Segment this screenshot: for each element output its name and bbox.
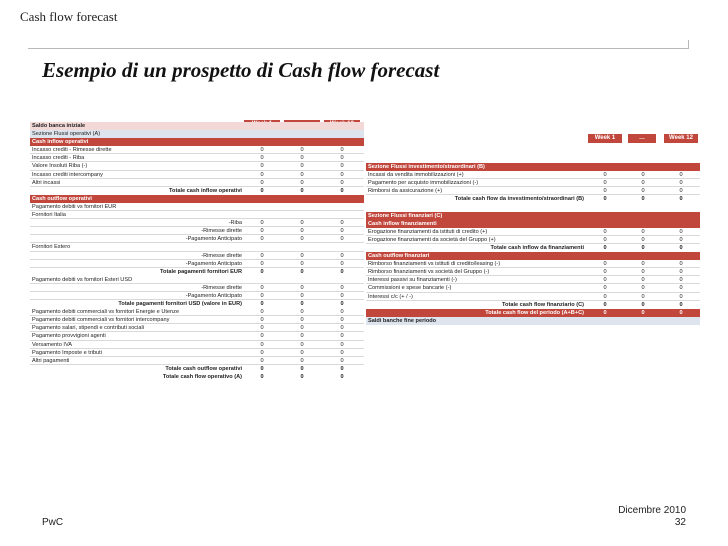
sheet-row	[30, 154, 364, 162]
row-label: Fornitori Estero	[32, 244, 71, 251]
row-value: 0	[260, 236, 264, 243]
right-week-header-3: Week 12	[664, 134, 698, 143]
row-value: 0	[679, 293, 683, 300]
sheet-row	[366, 212, 700, 220]
row-value: 0	[340, 325, 344, 332]
row-value: 0	[300, 341, 304, 348]
row-value: 0	[260, 187, 264, 194]
sheet-row	[366, 179, 700, 187]
row-label: Sezione Flussi finanziari (C)	[368, 212, 443, 219]
row-label: Totale cash inflow operativi	[169, 187, 242, 194]
row-value: 0	[603, 172, 607, 179]
row-label: -Pagamento Anticipato	[185, 236, 242, 243]
row-value: 0	[340, 284, 344, 291]
row-value: 0	[300, 325, 304, 332]
sheet-row	[30, 203, 364, 211]
row-value: 0	[340, 333, 344, 340]
row-value: 0	[300, 147, 304, 154]
row-label: Pagamento salari, stipendi e contributi sociali	[32, 325, 144, 332]
row-label: Pagamento per acquisto immobilizzazioni (-)	[368, 180, 479, 187]
row-value: 0	[340, 268, 344, 275]
row-value: 0	[603, 180, 607, 187]
row-label: -Rimesse dirette	[201, 284, 242, 291]
row-value: 0	[260, 155, 264, 162]
sheet-row	[30, 122, 364, 130]
row-value: 0	[641, 180, 645, 187]
row-value: 0	[340, 220, 344, 227]
row-value: 0	[679, 196, 683, 203]
row-value: 0	[340, 349, 344, 356]
sheet-row	[30, 284, 364, 292]
row-value: 0	[340, 236, 344, 243]
sheet-row	[30, 276, 364, 284]
row-label: Incasso crediti intercompany	[32, 171, 103, 178]
sheet-row	[366, 260, 700, 268]
row-label: Altri pagamenti	[32, 357, 70, 364]
row-value: 0	[641, 196, 645, 203]
row-value: 0	[603, 309, 607, 316]
row-value: 0	[300, 373, 304, 380]
row-value: 0	[340, 147, 344, 154]
row-label: Pagamento debiti vs fornitori Esteri USD	[32, 276, 133, 283]
row-value: 0	[641, 172, 645, 179]
sheet-row	[366, 220, 700, 228]
row-value: 0	[641, 228, 645, 235]
row-value: 0	[603, 196, 607, 203]
row-value: 0	[340, 163, 344, 170]
row-value: 0	[340, 373, 344, 380]
sheet-row	[30, 316, 364, 324]
row-value: 0	[679, 236, 683, 243]
row-value: 0	[641, 188, 645, 195]
row-label: Rimborso finanziamenti vs società del Gruppo (-)	[368, 269, 490, 276]
row-value: 0	[641, 301, 645, 308]
row-value: 0	[340, 301, 344, 308]
row-value: 0	[300, 187, 304, 194]
row-value: 0	[340, 341, 344, 348]
row-value: 0	[603, 228, 607, 235]
row-value: 0	[260, 341, 264, 348]
row-value: 0	[300, 252, 304, 259]
row-value: 0	[340, 155, 344, 162]
row-value: 0	[300, 179, 304, 186]
row-value: 0	[260, 171, 264, 178]
row-value: 0	[679, 301, 683, 308]
header-label: Cash flow forecast	[20, 9, 118, 24]
row-value: 0	[679, 188, 683, 195]
row-label: Totale cash flow finanziario (C)	[502, 301, 584, 308]
row-value: 0	[300, 349, 304, 356]
row-label: Totale cash flow del periodo (A+B+C)	[485, 309, 584, 316]
row-label: -Rimesse dirette	[201, 228, 242, 235]
sheet-row	[366, 284, 700, 292]
row-value: 0	[679, 261, 683, 268]
row-value: 0	[679, 180, 683, 187]
row-value: 0	[300, 155, 304, 162]
row-value: 0	[300, 317, 304, 324]
sheet-row	[30, 195, 364, 203]
row-label: Totale pagamenti fornitori USD (valore in EUR)	[118, 301, 242, 308]
sheet-row	[366, 228, 700, 236]
row-label: Erogazione finanziamenti da società del Gruppo (+)	[368, 236, 496, 243]
row-value: 0	[260, 317, 264, 324]
row-value: 0	[679, 285, 683, 292]
sheet-row	[366, 309, 700, 317]
sheet-row	[366, 195, 700, 203]
sheet-row	[30, 187, 364, 195]
row-value: 0	[603, 269, 607, 276]
row-value: 0	[300, 260, 304, 267]
sheet-row	[30, 357, 364, 365]
row-value: 0	[300, 292, 304, 299]
sheet-row	[30, 211, 364, 219]
row-value: 0	[260, 365, 264, 372]
row-label: Rimborso finanziamenti vs istituti di credito/leasing (-)	[368, 261, 501, 268]
row-label: Pagamento Imposte e tributi	[32, 349, 102, 356]
sheet-row	[30, 260, 364, 268]
sheet-row	[366, 301, 700, 309]
row-label: -Riba	[228, 220, 242, 227]
sheet-row	[30, 268, 364, 276]
row-value: 0	[603, 301, 607, 308]
row-value: 0	[641, 236, 645, 243]
slide-title: Esempio di un prospetto di Cash flow forecast	[42, 58, 440, 82]
row-value: 0	[679, 244, 683, 251]
sheet-row	[30, 138, 364, 146]
row-value: 0	[603, 188, 607, 195]
right-week-header-2: …	[628, 134, 656, 143]
row-value: 0	[260, 228, 264, 235]
row-value: 0	[260, 179, 264, 186]
row-label: Incasso crediti - Riba	[32, 155, 85, 162]
row-label: Interessi c/c (+ / -)	[368, 293, 413, 300]
sheet-row	[366, 203, 700, 211]
row-label: Interessi passivi su finanziamenti (-)	[368, 277, 457, 284]
row-value: 0	[260, 373, 264, 380]
header-divider-tick	[688, 40, 689, 49]
row-label: Cash inflow operativi	[32, 139, 89, 146]
sheet-row	[30, 341, 364, 349]
sheet-row	[366, 317, 700, 325]
row-value: 0	[260, 284, 264, 291]
row-label: Incassi da vendita immobilizzazioni (+)	[368, 172, 464, 179]
sheet-row	[366, 244, 700, 252]
sheet-row	[366, 236, 700, 244]
row-value: 0	[340, 228, 344, 235]
sheet-row	[30, 308, 364, 316]
footer-brand: PwC	[42, 517, 64, 528]
row-value: 0	[300, 220, 304, 227]
row-value: 0	[300, 365, 304, 372]
row-value: 0	[340, 357, 344, 364]
footer-page-number: 32	[674, 517, 686, 528]
row-value: 0	[300, 357, 304, 364]
row-value: 0	[603, 244, 607, 251]
sheet-row	[30, 146, 364, 154]
row-value: 0	[679, 269, 683, 276]
row-value: 0	[340, 317, 344, 324]
row-value: 0	[679, 277, 683, 284]
sheet-row	[30, 300, 364, 308]
sheet-row	[366, 252, 700, 260]
row-value: 0	[260, 292, 264, 299]
row-value: 0	[641, 285, 645, 292]
row-value: 0	[641, 277, 645, 284]
row-value: 0	[300, 268, 304, 275]
row-value: 0	[641, 269, 645, 276]
row-value: 0	[260, 163, 264, 170]
row-value: 0	[260, 301, 264, 308]
row-label: Valore Insoluti Riba (-)	[32, 163, 88, 170]
row-value: 0	[603, 236, 607, 243]
sheet-row	[30, 162, 364, 170]
sheet-row	[366, 293, 700, 301]
row-value: 0	[260, 309, 264, 316]
row-value: 0	[641, 261, 645, 268]
row-value: 0	[300, 309, 304, 316]
sheet-row	[30, 365, 364, 373]
row-value: 0	[300, 236, 304, 243]
row-value: 0	[300, 333, 304, 340]
footer-date-page	[618, 505, 686, 529]
row-value: 0	[260, 147, 264, 154]
sheet-row	[30, 171, 364, 179]
sheet-row	[30, 373, 364, 381]
row-value: 0	[300, 284, 304, 291]
row-label: -Pagamento Anticipato	[185, 292, 242, 299]
row-value: 0	[300, 301, 304, 308]
row-value: 0	[300, 228, 304, 235]
sheet-row	[30, 219, 364, 227]
sheet-row	[366, 187, 700, 195]
right-week-header-1: Week 1	[588, 134, 622, 143]
row-value: 0	[340, 171, 344, 178]
row-value: 0	[260, 252, 264, 259]
row-label: Saldo banca iniziale	[32, 123, 86, 129]
row-value: 0	[340, 252, 344, 259]
row-value: 0	[603, 261, 607, 268]
row-label: Incasso crediti - Rimesse dirette	[32, 147, 112, 154]
row-label: Rimborsi da assicurazione (+)	[368, 188, 443, 195]
sheet-row	[30, 235, 364, 243]
row-value: 0	[340, 292, 344, 299]
sheet-row	[30, 332, 364, 340]
sheet-row	[30, 227, 364, 235]
sheet-row	[366, 268, 700, 276]
row-value: 0	[300, 163, 304, 170]
row-value: 0	[679, 309, 683, 316]
row-label: Cash outflow operativi	[32, 195, 92, 202]
row-value: 0	[340, 260, 344, 267]
sheet-row	[30, 179, 364, 187]
sheet-row	[366, 163, 700, 171]
row-label: Erogazione finanziamenti da istituti di credito (+)	[368, 228, 488, 235]
row-value: 0	[340, 309, 344, 316]
row-value: 0	[641, 244, 645, 251]
row-value: 0	[679, 228, 683, 235]
row-value: 0	[300, 171, 304, 178]
row-label: -Pagamento Anticipato	[185, 260, 242, 267]
row-label: Commissioni e spese bancarie (-)	[368, 285, 452, 292]
row-label: Cash outflow finanziari	[368, 253, 430, 260]
row-label: Cash inflow finanziamenti	[368, 220, 437, 227]
footer-date: Dicembre 2010	[618, 505, 686, 516]
sheet-row	[366, 276, 700, 284]
row-value: 0	[603, 293, 607, 300]
sheet-row	[366, 171, 700, 179]
row-label: Pagamento debiti vs fornitori EUR	[32, 203, 117, 210]
row-label: Totale cash flow operativo (A)	[162, 373, 242, 380]
header-divider	[28, 48, 688, 49]
row-label: -Rimesse dirette	[201, 252, 242, 259]
row-value: 0	[260, 260, 264, 267]
row-label: Fornitori Italia	[32, 212, 66, 219]
row-value: 0	[260, 357, 264, 364]
row-value: 0	[260, 325, 264, 332]
sheet-row	[30, 292, 364, 300]
sheet-row	[30, 324, 364, 332]
sheet-row	[30, 349, 364, 357]
row-label: Pagamento debiti commerciali vs fornitori Energie e Utenze	[32, 309, 180, 316]
row-value: 0	[679, 172, 683, 179]
row-value: 0	[603, 277, 607, 284]
sheet-row	[30, 130, 364, 138]
row-label: Altri incassi	[32, 179, 61, 186]
row-value: 0	[340, 179, 344, 186]
row-label: Pagamento provvigioni agenti	[32, 333, 106, 340]
row-label: Totale pagamenti fornitori EUR	[160, 268, 242, 275]
row-label: Versamento IVA	[32, 341, 73, 348]
row-value: 0	[260, 349, 264, 356]
sheet-row	[30, 252, 364, 260]
row-value: 0	[260, 268, 264, 275]
row-label: Pagamento debiti commerciali vs fornitori intercompany	[32, 317, 170, 324]
row-label: Sezione Flussi operativi (A)	[32, 131, 101, 138]
row-value: 0	[260, 333, 264, 340]
sheet-row	[30, 243, 364, 251]
row-label: Sezione Flussi investimento/straordinari (B)	[368, 164, 485, 170]
row-value: 0	[340, 365, 344, 372]
row-label: Saldi banche fine periodo	[368, 317, 437, 324]
row-value: 0	[340, 187, 344, 194]
row-label: Totale cash outflow operativi	[165, 365, 242, 372]
row-label: Totale cash flow da investimento/straordinari (B)	[454, 196, 584, 203]
row-value: 0	[260, 220, 264, 227]
row-value: 0	[603, 285, 607, 292]
row-value: 0	[641, 309, 645, 316]
row-label: Totale cash inflow da finanziamenti	[490, 244, 584, 251]
row-value: 0	[641, 293, 645, 300]
